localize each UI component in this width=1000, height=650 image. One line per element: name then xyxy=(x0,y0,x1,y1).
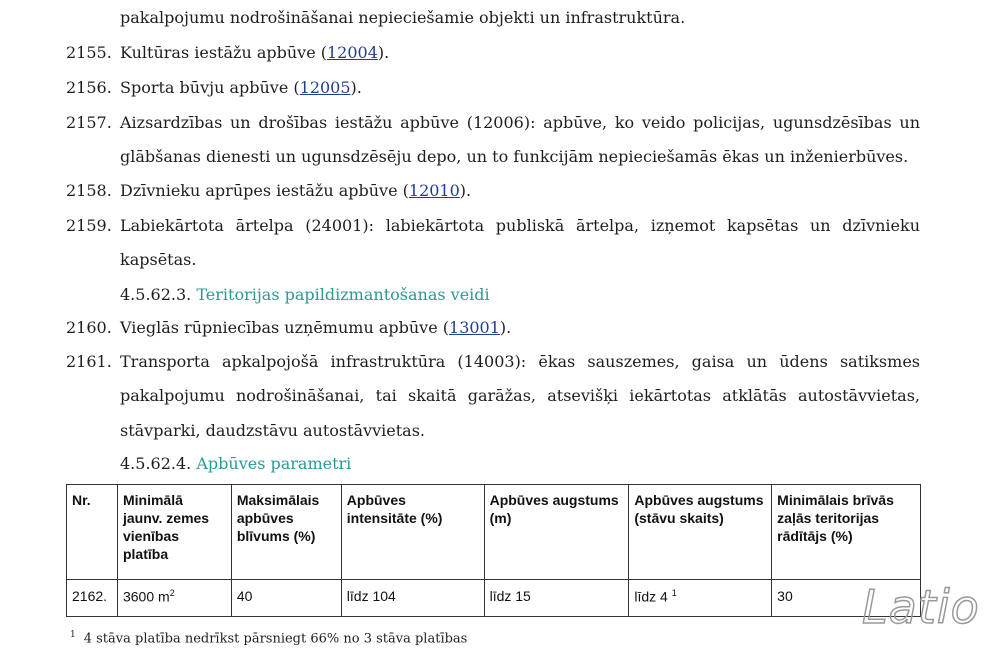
table-header: Apbūves intensitāte (%) xyxy=(341,485,484,580)
item-text-continuation: kapsētas. xyxy=(120,250,197,269)
item-number: 2159. xyxy=(66,216,112,235)
table-cell: līdz 4 $^1$ xyxy=(629,580,772,617)
section-number: 4.5.62.4. xyxy=(120,454,192,473)
latio-watermark-logo: Latio xyxy=(862,580,980,634)
item-number: 2158. xyxy=(66,181,112,200)
item-text-continuation: glābšanas dienesti un ugunsdzēsēju depo, un to funkcijām nepieciešamās ēkas un inženierbūves. xyxy=(120,147,909,166)
intro-line: pakalpojumu nodrošināšanai nepieciešamie objekti un infrastruktūra. xyxy=(120,8,686,27)
table-cell: 3600 $m^2$ xyxy=(117,580,231,617)
table-header-row xyxy=(67,485,921,580)
footnote-mark: 1 xyxy=(70,630,76,640)
parameters-table xyxy=(66,484,921,617)
item-number: 2157. xyxy=(66,113,112,132)
section-title: Apbūves parametri xyxy=(196,454,352,473)
table-header: Apbūves augstums (stāvu skaits) xyxy=(629,485,772,580)
table-header: Minimālais brīvās zaļās teritorijas rādītājs (%) xyxy=(772,485,921,580)
item-text-continuation: stāvparki, daudzstāvu autostāvvietas. xyxy=(120,421,426,440)
item-text: Sporta būvju apbūve (12005). xyxy=(120,78,362,97)
item-text: Transporta apkalpojošā infrastruktūra (14003): ēkas sauszemes, gaisa un ūdens satiksmes xyxy=(120,352,920,371)
footnote-text: 4 stāva platība nedrīkst pārsniegt 66% no 3 stāva platības xyxy=(83,631,468,647)
item-text: Dzīvnieku aprūpes iestāžu apbūve (12010). xyxy=(120,181,472,200)
item-number: 2155. xyxy=(66,43,112,62)
footnote xyxy=(70,630,467,646)
table-cell: 30 xyxy=(772,580,921,617)
item-link[interactable]: 13001 xyxy=(449,318,500,337)
table-row xyxy=(67,580,921,617)
table-header: Minimālā jaunv. zemes vienības platība xyxy=(117,485,231,580)
table-header: Maksimālais apbūves blīvums (%) xyxy=(231,485,341,580)
section-heading xyxy=(120,285,490,305)
item-link[interactable]: 12004 xyxy=(327,43,378,62)
item-text: Labiekārtota ārtelpa (24001): labiekārtota publiskā ārtelpa, izņemot kapsētas un dzīvnieku xyxy=(120,216,920,235)
item-number: 2156. xyxy=(66,78,112,97)
table-cell: līdz 15 xyxy=(484,580,629,617)
section-number: 4.5.62.3. xyxy=(120,285,192,304)
table-cell: 40 xyxy=(231,580,341,617)
item-number: 2161. xyxy=(66,352,112,371)
section-heading xyxy=(120,454,351,474)
item-text: Kultūras iestāžu apbūve (12004). xyxy=(120,43,390,62)
item-link[interactable]: 12010 xyxy=(408,181,460,200)
footnote-ref[interactable]: 1 xyxy=(671,588,677,598)
item-text: Aizsardzības un drošības iestāžu apbūve (12006): apbūve, ko veido policijas, ugunsdzēsības un xyxy=(120,113,920,132)
table-header: Apbūves augstums (m) xyxy=(484,485,629,580)
section-title: Teritorijas papildizmantošanas veidi xyxy=(196,285,490,304)
table-header: Nr. xyxy=(67,485,118,580)
item-text: Vieglās rūpniecības uzņēmumu apbūve (13001). xyxy=(120,318,512,337)
item-number: 2160. xyxy=(66,318,112,337)
item-link[interactable]: 12005 xyxy=(299,78,351,97)
table-cell: līdz 104 xyxy=(341,580,484,617)
table-cell: 2162. xyxy=(67,580,118,617)
